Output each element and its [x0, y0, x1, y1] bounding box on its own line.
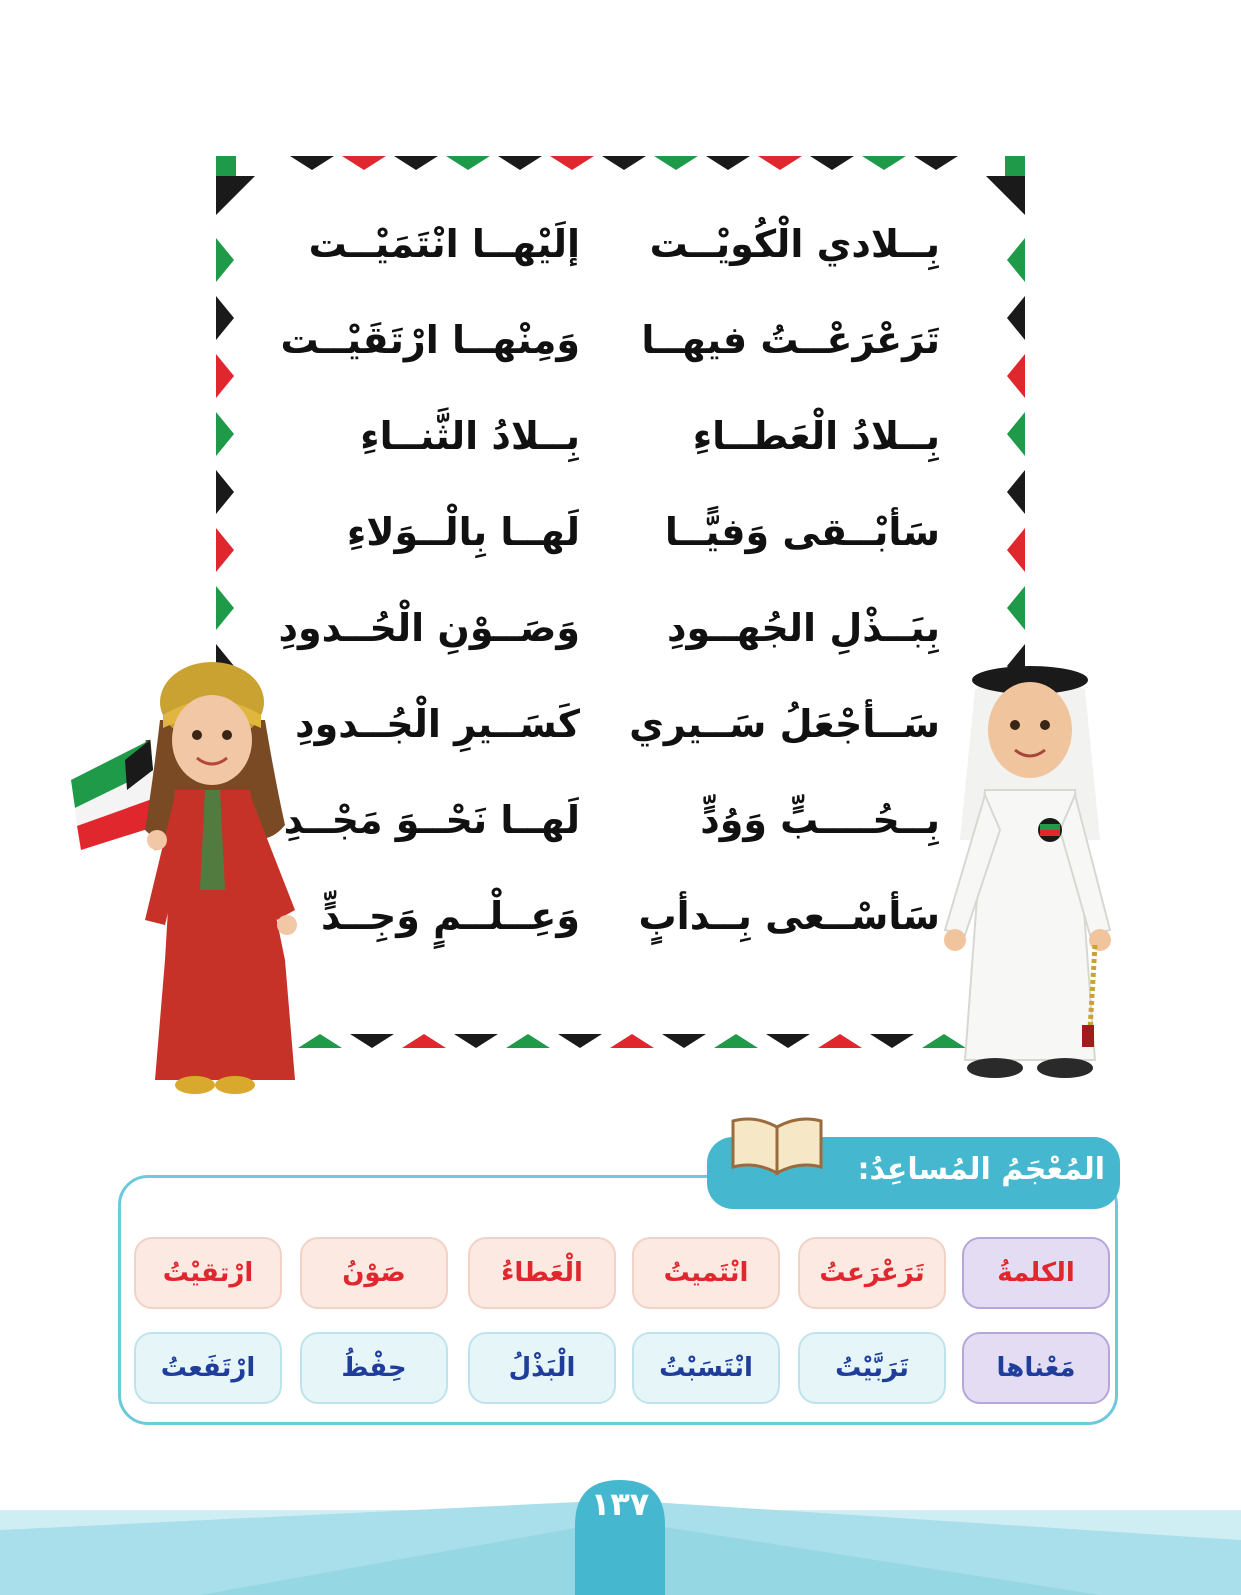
verse-2-second-half: وَمِنْهــا ارْتَقَيْــت	[280, 318, 580, 362]
verse-6	[295, 702, 940, 762]
frame-triangle	[506, 1034, 550, 1048]
frame-triangle	[216, 412, 234, 456]
frame-triangle	[862, 156, 906, 170]
verse-2	[280, 318, 940, 378]
meaning-cell-5: ارْتَفَعتُ	[134, 1332, 282, 1404]
verse-4-second-half: لَهــا بِالْــوَلاءِ	[346, 510, 580, 554]
boy-illustration	[930, 640, 1130, 1100]
word-cell-5: ارْتقيْتُ	[134, 1237, 282, 1309]
frame-triangle	[402, 1034, 446, 1048]
frame-triangle	[216, 586, 234, 630]
frame-triangle	[766, 1034, 810, 1048]
verse-4-first-half: سَأبْــقى وَفيًّــا	[664, 510, 940, 554]
frame-triangle	[1007, 296, 1025, 340]
frame-triangle	[1007, 470, 1025, 514]
frame-triangle	[662, 1034, 706, 1048]
verse-6-second-half: كَسَــيرِ الْجُــدودِ	[295, 702, 580, 746]
verse-8-second-half: وَعِــلْــمٍ وَجِــدٍّ	[320, 894, 580, 938]
frame-triangle	[1007, 354, 1025, 398]
frame-triangle	[810, 156, 854, 170]
dictionary-title: المُعْجَمُ المُساعِدُ:	[857, 1152, 1105, 1187]
frame-triangle	[454, 1034, 498, 1048]
frame-triangle	[216, 528, 234, 572]
frame-triangle	[498, 156, 542, 170]
frame-triangle	[342, 156, 386, 170]
word-cell-2: انْتَميتُ	[632, 1237, 780, 1309]
frame-triangle	[1007, 412, 1025, 456]
frame-triangle	[550, 156, 594, 170]
verse-3-first-half: بِــلادُ الْعَطــاءِ	[692, 414, 940, 458]
meaning-cell-1: تَرَبَّيْتُ	[798, 1332, 946, 1404]
kuwait-flag-icon	[71, 740, 157, 850]
verse-5-first-half: بِبَــذْلِ الجُهــودِ	[667, 606, 940, 650]
frame-corner-triangle	[986, 176, 1025, 215]
frame-triangle	[602, 156, 646, 170]
verse-1	[300, 222, 940, 282]
meaning-cell-3: الْبَذْلُ	[468, 1332, 616, 1404]
verse-8-first-half: سَأسْــعى بِــدأبٍ	[638, 894, 940, 938]
meaning-cell-4: حِفْظُ	[300, 1332, 448, 1404]
frame-triangle	[1007, 238, 1025, 282]
frame-triangle	[394, 156, 438, 170]
verse-7-second-half: لَهــا نَحْــوَ مَجْــدِ	[283, 798, 580, 842]
verse-5	[278, 606, 940, 666]
verse-1-first-half: بِــلادي الْكُويْــت	[649, 222, 940, 266]
frame-triangle	[350, 1034, 394, 1048]
frame-triangle	[914, 156, 958, 170]
frame-triangle	[1007, 586, 1025, 630]
verse-8	[300, 894, 940, 954]
meaning-label-cell: مَعْناها	[962, 1332, 1110, 1404]
kuwait-badge-icon	[1038, 818, 1062, 842]
frame-triangle	[706, 156, 750, 170]
frame-corner-triangle	[216, 176, 255, 215]
frame-triangle	[818, 1034, 862, 1048]
girl-illustration	[65, 660, 305, 1100]
frame-triangle	[446, 156, 490, 170]
word-cell-1: تَرَعْرَعتُ	[798, 1237, 946, 1309]
frame-triangle	[654, 156, 698, 170]
frame-triangle	[870, 1034, 914, 1048]
frame-triangle	[558, 1034, 602, 1048]
verse-4	[300, 510, 940, 570]
frame-triangle	[714, 1034, 758, 1048]
meaning-cell-2: انْتَسَبْتُ	[632, 1332, 780, 1404]
verse-5-second-half: وَصَــوْنِ الْحُــدودِ	[278, 606, 580, 650]
frame-triangle	[610, 1034, 654, 1048]
frame-triangle	[216, 296, 234, 340]
verse-3-second-half: بِــلادُ الثَّنــاءِ	[360, 414, 580, 458]
frame-triangle	[1007, 528, 1025, 572]
frame-corner-square	[1005, 156, 1025, 176]
verse-2-first-half: تَرَعْرَعْــتُ فيهــا	[641, 318, 940, 362]
frame-triangle	[216, 354, 234, 398]
word-cell-4: صَوْنُ	[300, 1237, 448, 1309]
frame-corner-square	[216, 156, 236, 176]
open-book-icon	[727, 1113, 827, 1177]
verse-3	[300, 414, 940, 474]
frame-triangle	[216, 470, 234, 514]
frame-triangle	[290, 156, 334, 170]
page-number: ١٣٧	[590, 1485, 650, 1523]
verse-7-first-half: بِــحُــــبٍّ وَوُدٍّ	[700, 798, 940, 842]
verse-6-first-half: سَــأجْعَلُ سَــيري	[629, 702, 940, 746]
verse-7	[283, 798, 940, 858]
word-label-cell: الكلمةُ	[962, 1237, 1110, 1309]
word-cell-3: الْعَطاءُ	[468, 1237, 616, 1309]
frame-triangle	[758, 156, 802, 170]
frame-triangle	[216, 238, 234, 282]
verse-1-second-half: إلَيْهــا انْتَمَيْــت	[308, 222, 580, 266]
